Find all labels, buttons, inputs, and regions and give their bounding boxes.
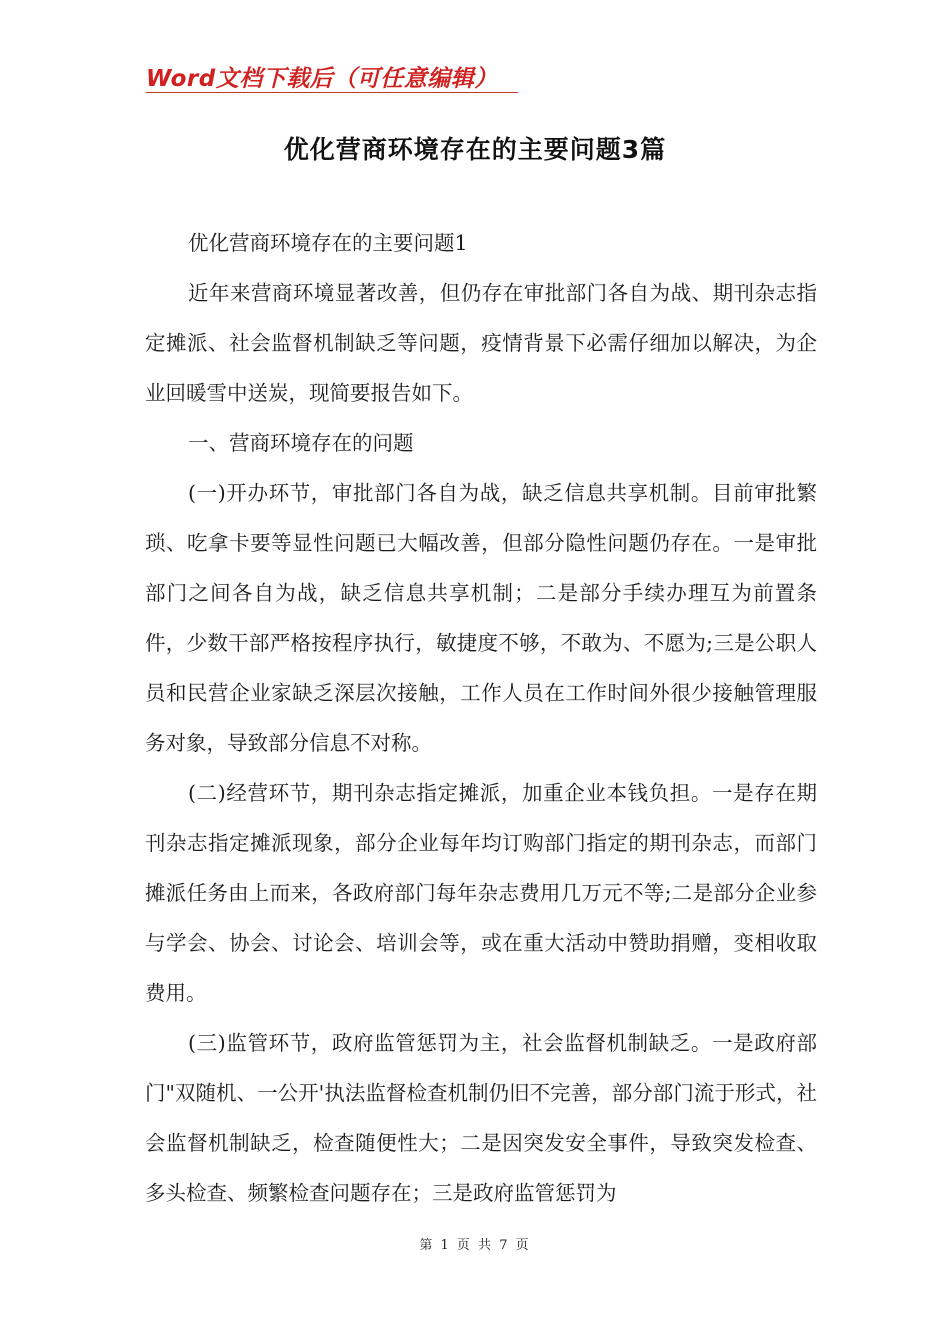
document-title: 优化营商环境存在的主要问题3篇 [283,135,667,164]
paragraph-supervision-stage: (三)监管环节，政府监管惩罚为主，社会监督机制缺乏。一是政府部门"双随机、一公开'执法监督检查机制仍旧不完善，部分部门流于形式，社会监督机制缺乏，检查随便性大；二是因突发安全事件，导致突发检查、多头检查、频繁检查问题存在；三是政府监管惩罚为 [145,1031,817,1205]
problems-heading: 一、营商环境存在的问题 [188,431,414,455]
intro-paragraph: 近年来营商环境显著改善，但仍存在审批部门各自为战、期刊杂志指定摊派、社会监督机制缺乏等问题，疫情背景下必需仔细加以解决，为企业回暖雪中送炭，现简要报告如下。 [145,281,817,405]
document-body [145,218,817,1218]
download-banner [146,60,518,93]
page-number: 第 1 页 共 7 页 [419,1238,531,1253]
banner-text: Word文档下载后（可任意编辑） [146,66,498,92]
paragraph-operating-stage: (二)经营环节，期刊杂志指定摊派，加重企业本钱负担。一是存在期刊杂志指定摊派现象，部分企业每年均订购部门指定的期刊杂志，而部门摊派任务由上而来，各政府部门每年杂志费用几万元不等;二是部分企业参与学会、协会、讨论会、培训会等，或在重大活动中赞助捐赠，变相收取费用。 [145,781,817,1005]
section-heading-1: 优化营商环境存在的主要问题1 [188,231,468,255]
paragraph-opening-stage: (一)开办环节，审批部门各自为战，缺乏信息共享机制。目前审批繁琐、吃拿卡要等显性问题已大幅改善，但部分隐性问题仍存在。一是审批部门之间各自为战，缺乏信息共享机制；二是部分手续办理互为前置条件，少数干部严格按程序执行，敏捷度不够，不敢为、不愿为;三是公职人员和民营企业家缺乏深层次接触，工作人员在工作时间外很少接触管理服务对象，导致部分信息不对称。 [145,481,817,755]
